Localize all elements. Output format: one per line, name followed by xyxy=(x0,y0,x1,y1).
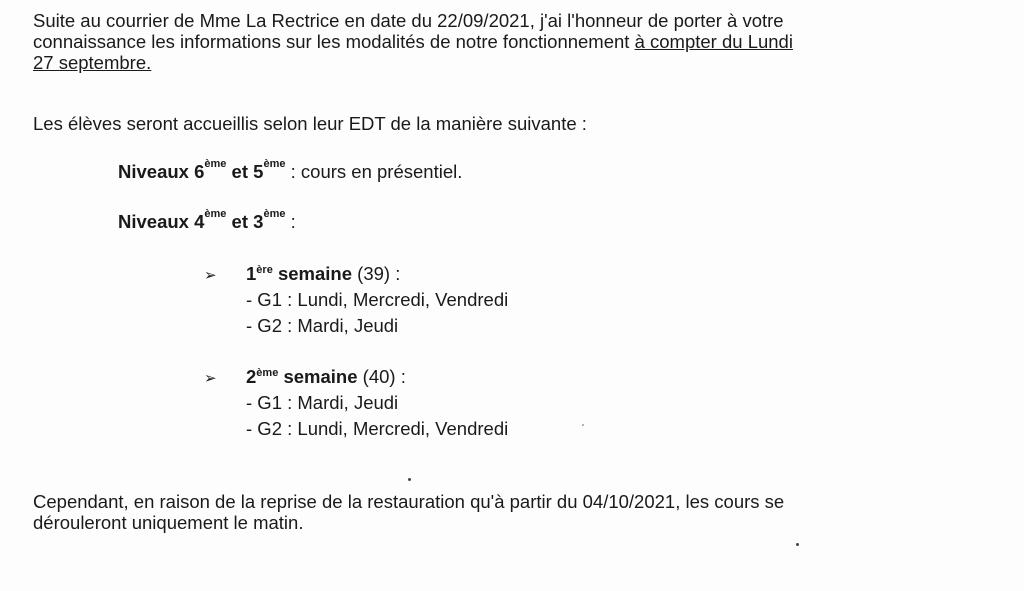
scan-speck xyxy=(408,478,411,481)
week-2-sup: ème xyxy=(256,367,279,379)
week-1-item: - G1 : Lundi, Mercredi, Vendredi xyxy=(246,289,509,310)
week-1-label: semaine xyxy=(272,263,353,284)
levels-6-5 xyxy=(118,158,463,183)
intro-line-3: 27 septembre. xyxy=(33,52,152,73)
levels-5-sup: ème xyxy=(263,158,286,170)
levels-6-5-text: : cours en présentiel. xyxy=(285,161,463,182)
reception-paragraph: Les élèves seront accueillis selon leur EDT de la manière suivante : xyxy=(33,113,587,134)
closing-line-1: Cependant, en raison de la reprise de la restauration qu'à partir du 04/10/2021, les cours se xyxy=(33,491,785,512)
week-1-sup: ère xyxy=(256,264,273,276)
intro-line-1: Suite au courrier de Mme La Rectrice en date du 22/09/2021, j'ai l'honneur de porter à votre xyxy=(33,10,784,31)
week-2-heading xyxy=(204,365,508,390)
scan-speck xyxy=(796,543,799,546)
levels-6-sup: ème xyxy=(204,158,227,170)
levels-4-3-text: : xyxy=(285,211,296,232)
week-2-number: 2 xyxy=(246,366,257,387)
week-2-item: - G2 : Lundi, Mercredi, Vendredi xyxy=(246,418,509,439)
levels-6-label: Niveaux 6 xyxy=(118,161,205,182)
levels-5-label: et 5 xyxy=(226,161,264,182)
closing-line-2: dérouleront uniquement le matin. xyxy=(33,512,304,533)
week-1-item: - G2 : Mardi, Jeudi xyxy=(246,315,399,336)
week-2-code: (40) : xyxy=(357,366,406,387)
intro-line-2-text: connaissance les informations sur les modalités de notre fonctionnement xyxy=(33,31,635,52)
levels-3-label: et 3 xyxy=(226,211,264,232)
intro-date-underlined: à compter du Lundi xyxy=(634,31,793,52)
scan-speck xyxy=(582,424,584,426)
levels-4-sup: ème xyxy=(204,208,227,220)
week-1-heading xyxy=(204,262,508,287)
levels-3-sup: ème xyxy=(263,208,286,220)
arrow-bullet-icon: ➢ xyxy=(204,267,217,284)
week-2-label: semaine xyxy=(278,366,358,387)
intro-line-2 xyxy=(33,31,793,52)
intro-paragraph xyxy=(33,10,793,73)
levels-4-label: Niveaux 4 xyxy=(118,211,205,232)
week-2-item: - G1 : Mardi, Jeudi xyxy=(246,392,399,413)
closing-paragraph xyxy=(33,491,784,533)
week-1-code: (39) : xyxy=(352,263,401,284)
week-2-block xyxy=(204,365,508,442)
week-1-number: 1 xyxy=(246,263,257,284)
arrow-bullet-icon: ➢ xyxy=(204,370,217,387)
week-1-block xyxy=(204,262,508,339)
levels-4-3 xyxy=(118,208,296,233)
